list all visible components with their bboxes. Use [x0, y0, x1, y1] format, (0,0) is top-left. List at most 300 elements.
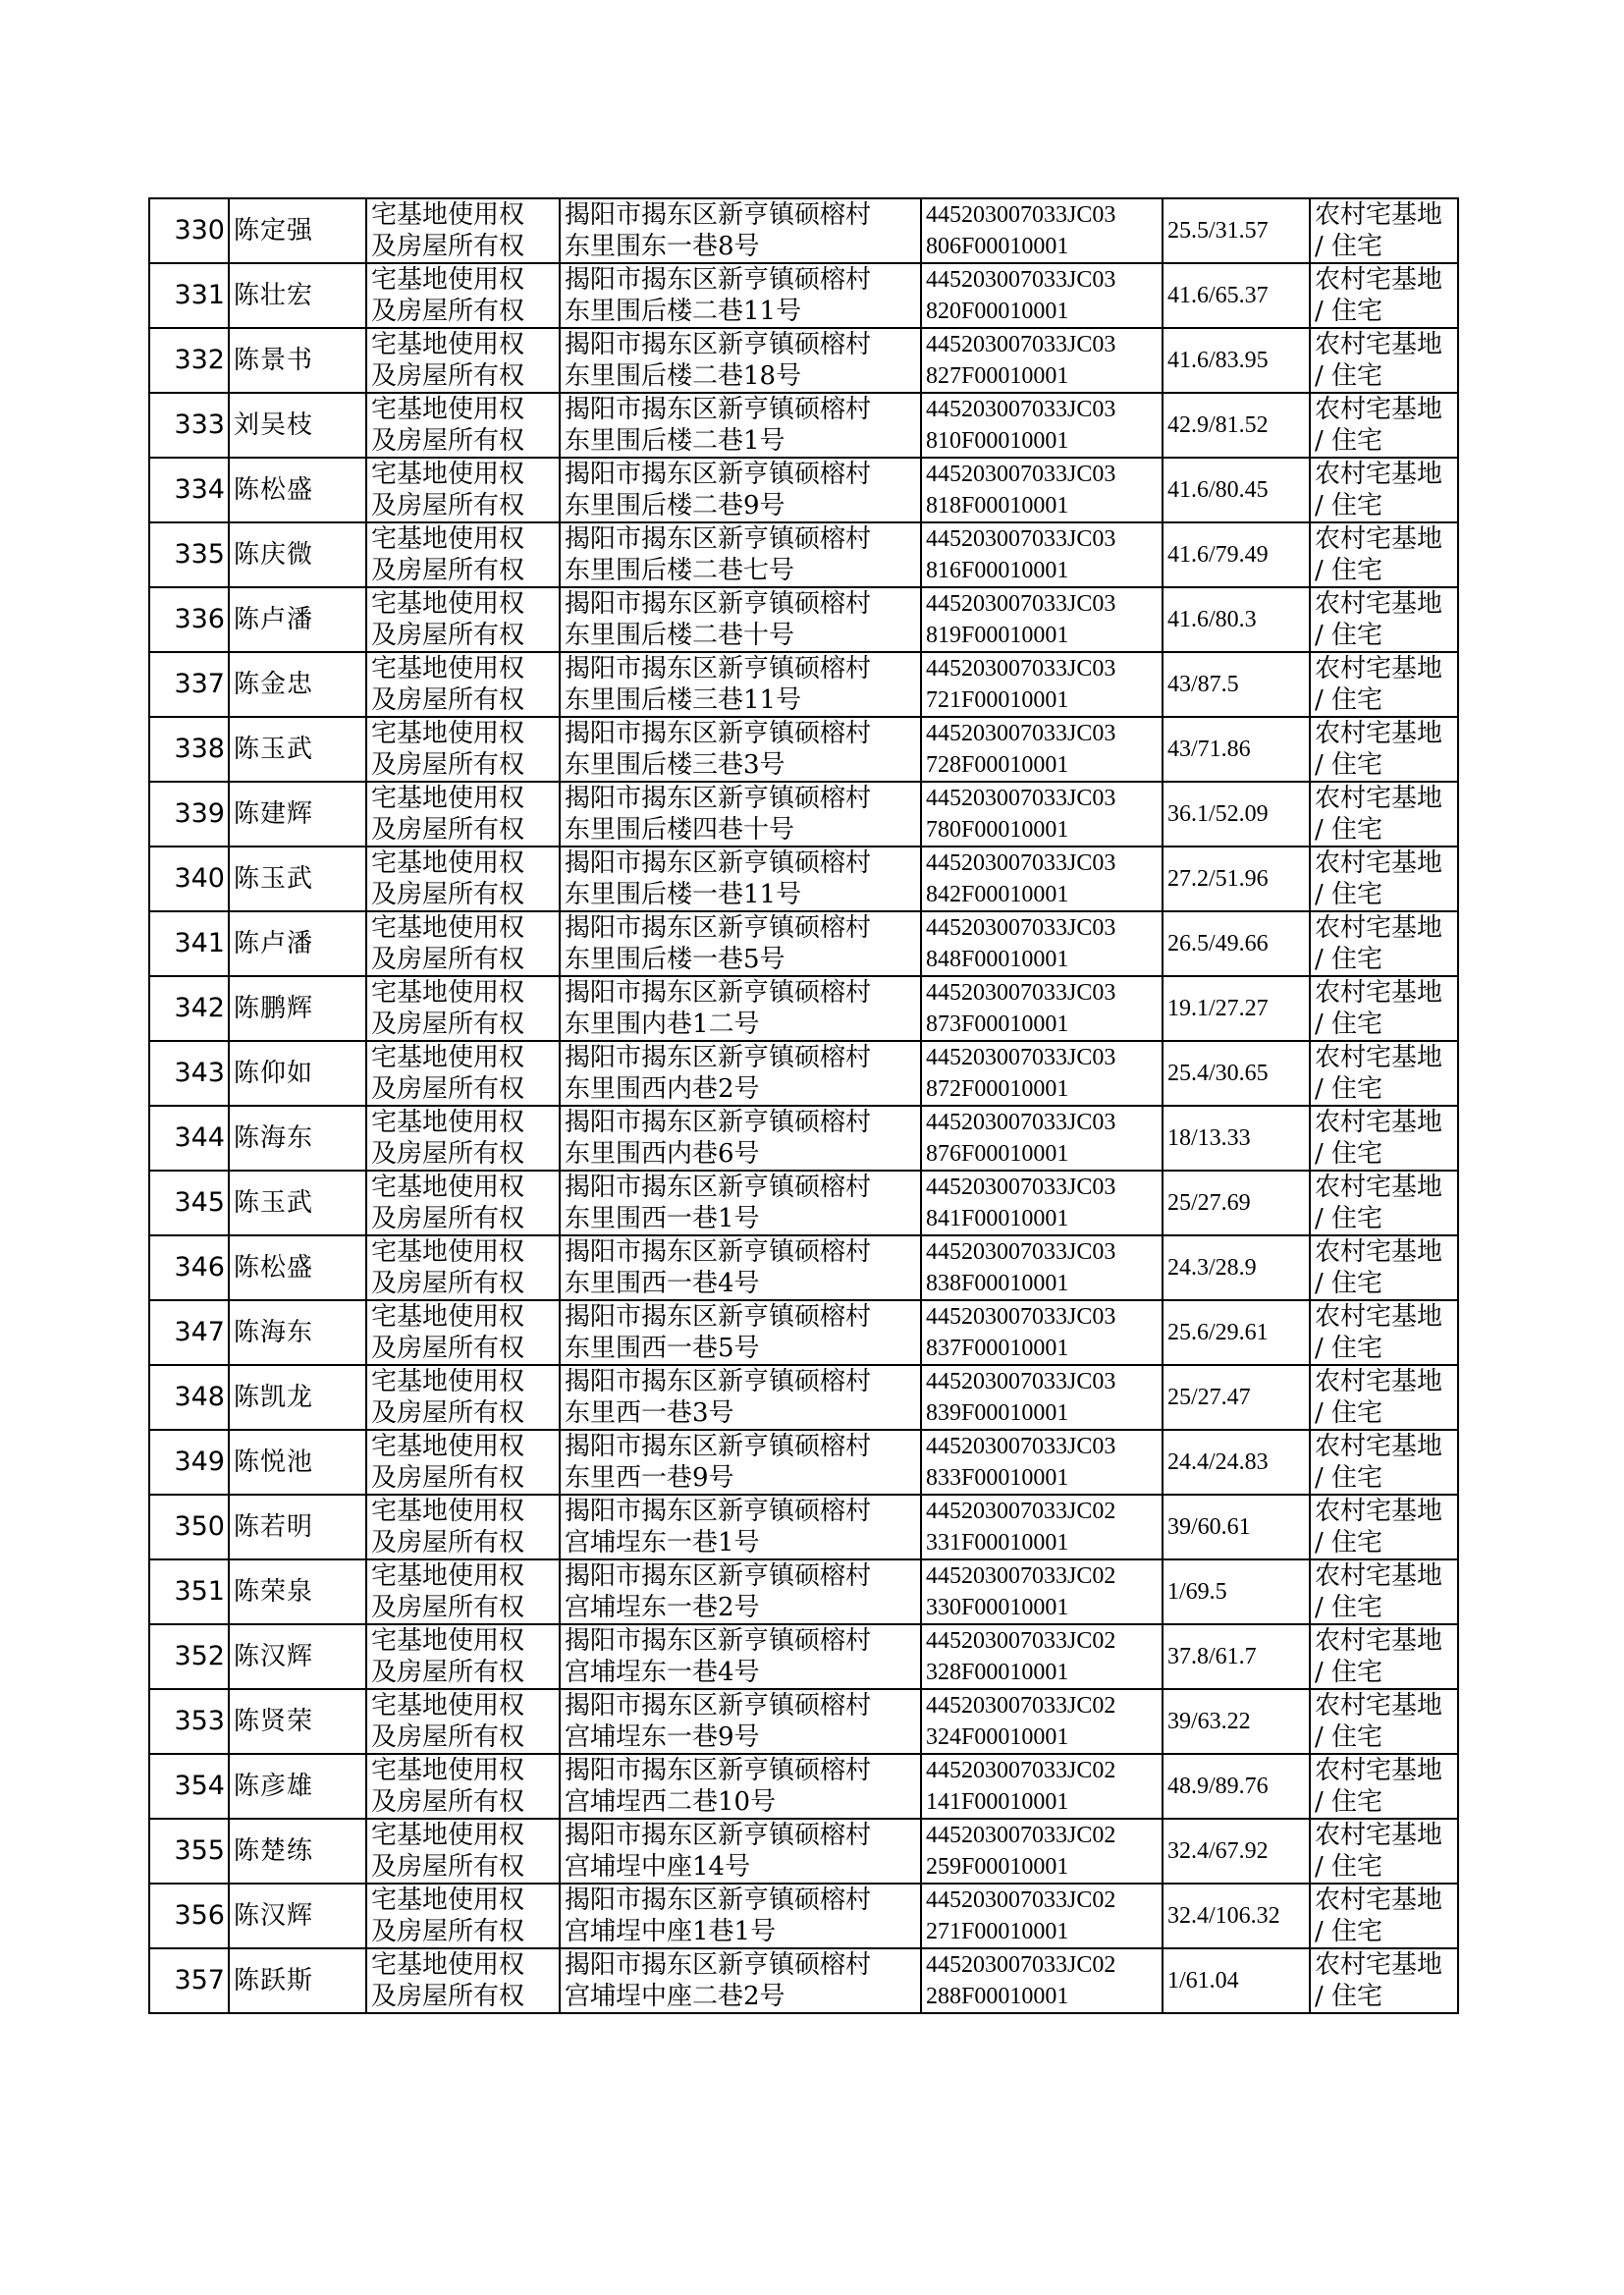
- unit-code: [921, 1495, 1163, 1559]
- area-value: 48.9/89.76: [1163, 1754, 1310, 1819]
- address-line: 揭阳市揭东区新亨镇硕榕村: [565, 978, 872, 1008]
- right-type: [366, 1365, 560, 1430]
- owner-name: 陈卢潘: [229, 911, 366, 976]
- unit-code-line: 827F00010001: [926, 363, 1069, 389]
- right-type-line: 宅基地使用权: [371, 1173, 525, 1202]
- unit-code: [921, 1171, 1163, 1235]
- table-row: [149, 1171, 1458, 1235]
- right-type-line: 宅基地使用权: [371, 719, 525, 748]
- address-line: 揭阳市揭东区新亨镇硕榕村: [565, 460, 872, 489]
- table-row: [149, 1624, 1458, 1689]
- table-row: [149, 1106, 1458, 1171]
- owner-name: 陈海东: [229, 1300, 366, 1365]
- area-value: 24.3/28.9: [1163, 1235, 1310, 1300]
- unit-code-line: 445203007033JC02: [926, 1823, 1116, 1848]
- area-value: 43/71.86: [1163, 717, 1310, 782]
- area-value: 25.6/29.61: [1163, 1300, 1310, 1365]
- address-line: 东里围后楼一巷11号: [565, 880, 802, 909]
- right-type: [366, 522, 560, 587]
- table-row: [149, 976, 1458, 1041]
- unit-code: [921, 1948, 1163, 2013]
- right-type-line: 及房屋所有权: [371, 685, 525, 715]
- area-value: 1/69.5: [1163, 1559, 1310, 1624]
- owner-name: 陈仰如: [229, 1041, 366, 1106]
- row-number: 334: [149, 458, 229, 522]
- unit-code-line: 445203007033JC02: [926, 1758, 1116, 1783]
- address-line: 揭阳市揭东区新亨镇硕榕村: [565, 1950, 872, 1980]
- land-use: 农村宅基地 / 住宅: [1310, 1819, 1458, 1884]
- owner-name: 陈壮宏: [229, 263, 366, 328]
- right-type-line: 宅基地使用权: [371, 265, 525, 295]
- unit-code-line: 728F00010001: [926, 752, 1069, 778]
- land-use: 农村宅基地 / 住宅: [1310, 1559, 1458, 1624]
- address-line: 揭阳市揭东区新亨镇硕榕村: [565, 1626, 872, 1656]
- unit-code-line: 445203007033JC03: [926, 1239, 1116, 1265]
- right-type-line: 宅基地使用权: [371, 200, 525, 230]
- land-use: 农村宅基地 / 住宅: [1310, 782, 1458, 847]
- area-value: 25/27.47: [1163, 1365, 1310, 1430]
- unit-code-line: 445203007033JC03: [926, 1110, 1116, 1135]
- table-row: [149, 263, 1458, 328]
- land-use: 农村宅基地 / 住宅: [1310, 1495, 1458, 1559]
- right-type-line: 及房屋所有权: [371, 750, 525, 780]
- right-type-line: 宅基地使用权: [371, 1561, 525, 1591]
- right-type: [366, 782, 560, 847]
- address-line: 揭阳市揭东区新亨镇硕榕村: [565, 848, 872, 878]
- land-use: 农村宅基地 / 住宅: [1310, 1624, 1458, 1689]
- land-use: 农村宅基地 / 住宅: [1310, 587, 1458, 652]
- land-use: 农村宅基地 / 住宅: [1310, 1754, 1458, 1819]
- unit-code-line: 445203007033JC03: [926, 1434, 1116, 1459]
- right-type: [366, 1430, 560, 1495]
- row-number: 355: [149, 1819, 229, 1884]
- unit-code-line: 259F00010001: [926, 1854, 1069, 1880]
- right-type-line: 宅基地使用权: [371, 1108, 525, 1137]
- unit-code-line: 839F00010001: [926, 1400, 1069, 1426]
- unit-code-line: 445203007033JC03: [926, 202, 1116, 228]
- area-value: 32.4/106.32: [1163, 1884, 1310, 1948]
- address-line: 揭阳市揭东区新亨镇硕榕村: [565, 330, 872, 359]
- address-line: 揭阳市揭东区新亨镇硕榕村: [565, 1756, 872, 1785]
- unit-code-line: 816F00010001: [926, 558, 1069, 583]
- right-type-line: 及房屋所有权: [371, 1787, 525, 1817]
- unit-code-line: 445203007033JC03: [926, 1369, 1116, 1394]
- address-line: 东里围内巷1二号: [565, 1010, 760, 1039]
- unit-code-line: 141F00010001: [926, 1789, 1069, 1815]
- unit-code-line: 328F00010001: [926, 1660, 1069, 1685]
- address-line: 东里围东一巷8号: [565, 232, 760, 261]
- right-type-line: 及房屋所有权: [371, 880, 525, 909]
- unit-code-line: 445203007033JC03: [926, 397, 1116, 422]
- land-use: 农村宅基地 / 住宅: [1310, 263, 1458, 328]
- row-number: 333: [149, 393, 229, 458]
- right-type-line: 及房屋所有权: [371, 621, 525, 650]
- unit-code-line: 445203007033JC02: [926, 1887, 1116, 1913]
- owner-name: 陈楚练: [229, 1819, 366, 1884]
- area-value: 25.4/30.65: [1163, 1041, 1310, 1106]
- owner-name: 陈荣泉: [229, 1559, 366, 1624]
- area-value: 41.6/83.95: [1163, 328, 1310, 393]
- area-value: 41.6/80.3: [1163, 587, 1310, 652]
- unit-code-line: 445203007033JC03: [926, 526, 1116, 552]
- table-row: [149, 782, 1458, 847]
- table-row: [149, 1819, 1458, 1884]
- unit-code: [921, 393, 1163, 458]
- unit-code-line: 445203007033JC03: [926, 1304, 1116, 1330]
- address-line: 揭阳市揭东区新亨镇硕榕村: [565, 1885, 872, 1915]
- unit-code-line: 445203007033JC03: [926, 462, 1116, 487]
- row-number: 330: [149, 198, 229, 263]
- right-type-line: 及房屋所有权: [371, 1658, 525, 1687]
- unit-code-line: 288F00010001: [926, 1984, 1069, 2009]
- table-row: [149, 1041, 1458, 1106]
- right-type-line: 及房屋所有权: [371, 1722, 525, 1752]
- table-row: [149, 393, 1458, 458]
- row-number: 342: [149, 976, 229, 1041]
- area-value: 36.1/52.09: [1163, 782, 1310, 847]
- owner-name: 陈玉武: [229, 717, 366, 782]
- right-type-line: 及房屋所有权: [371, 361, 525, 391]
- address-line: 东里围后楼四巷十号: [565, 815, 795, 845]
- unit-code-line: 445203007033JC02: [926, 1628, 1116, 1654]
- unit-code: [921, 1884, 1163, 1948]
- right-type-line: 宅基地使用权: [371, 654, 525, 683]
- address: [560, 1884, 921, 1948]
- land-use: 农村宅基地 / 住宅: [1310, 1235, 1458, 1300]
- address-line: 宫埔埕中座1巷1号: [565, 1917, 777, 1946]
- unit-code-line: 445203007033JC02: [926, 1952, 1116, 1978]
- owner-name: 陈金忠: [229, 652, 366, 717]
- address: [560, 1106, 921, 1171]
- right-type-line: 及房屋所有权: [371, 1269, 525, 1298]
- owner-name: 陈景书: [229, 328, 366, 393]
- row-number: 352: [149, 1624, 229, 1689]
- address-line: 揭阳市揭东区新亨镇硕榕村: [565, 1237, 872, 1267]
- row-number: 345: [149, 1171, 229, 1235]
- row-number: 357: [149, 1948, 229, 2013]
- right-type-line: 宅基地使用权: [371, 1756, 525, 1785]
- unit-code: [921, 328, 1163, 393]
- unit-code-line: 445203007033JC03: [926, 850, 1116, 876]
- address: [560, 1235, 921, 1300]
- right-type: [366, 393, 560, 458]
- table-row: [149, 1495, 1458, 1559]
- unit-code: [921, 198, 1163, 263]
- land-use: 农村宅基地 / 住宅: [1310, 1365, 1458, 1430]
- address: [560, 328, 921, 393]
- right-type-line: 宅基地使用权: [371, 589, 525, 619]
- right-type-line: 宅基地使用权: [371, 1302, 525, 1332]
- right-type: [366, 1171, 560, 1235]
- address-line: 揭阳市揭东区新亨镇硕榕村: [565, 1367, 872, 1396]
- owner-name: 陈玉武: [229, 847, 366, 911]
- unit-code-line: 819F00010001: [926, 623, 1069, 648]
- address-line: 揭阳市揭东区新亨镇硕榕村: [565, 200, 872, 230]
- table-row: [149, 1689, 1458, 1754]
- area-value: 1/61.04: [1163, 1948, 1310, 2013]
- address-line: 揭阳市揭东区新亨镇硕榕村: [565, 1691, 872, 1721]
- row-number: 340: [149, 847, 229, 911]
- unit-code: [921, 1041, 1163, 1106]
- row-number: 331: [149, 263, 229, 328]
- right-type-line: 宅基地使用权: [371, 913, 525, 943]
- table-row: [149, 1430, 1458, 1495]
- right-type: [366, 1624, 560, 1689]
- address-line: 东里西一巷3号: [565, 1398, 734, 1428]
- right-type-line: 宅基地使用权: [371, 978, 525, 1008]
- right-type-line: 宅基地使用权: [371, 460, 525, 489]
- table-row: [149, 1365, 1458, 1430]
- unit-code-line: 818F00010001: [926, 493, 1069, 519]
- owner-name: 陈定强: [229, 198, 366, 263]
- land-use: 农村宅基地 / 住宅: [1310, 198, 1458, 263]
- right-type-line: 宅基地使用权: [371, 1237, 525, 1267]
- address: [560, 458, 921, 522]
- address-line: 东里西一巷9号: [565, 1463, 734, 1493]
- address-line: 宫埔埕东一巷2号: [565, 1593, 760, 1622]
- land-use: 农村宅基地 / 住宅: [1310, 1106, 1458, 1171]
- right-type-line: 及房屋所有权: [371, 1334, 525, 1363]
- right-type: [366, 1754, 560, 1819]
- address-line: 揭阳市揭东区新亨镇硕榕村: [565, 1561, 872, 1591]
- owner-name: 陈彦雄: [229, 1754, 366, 1819]
- address: [560, 911, 921, 976]
- unit-code-line: 820F00010001: [926, 299, 1069, 324]
- right-type: [366, 263, 560, 328]
- area-value: 24.4/24.83: [1163, 1430, 1310, 1495]
- owner-name: 陈松盛: [229, 458, 366, 522]
- address: [560, 1559, 921, 1624]
- unit-code-line: 780F00010001: [926, 817, 1069, 843]
- area-value: 27.2/51.96: [1163, 847, 1310, 911]
- address: [560, 263, 921, 328]
- address: [560, 587, 921, 652]
- row-number: 338: [149, 717, 229, 782]
- row-number: 332: [149, 328, 229, 393]
- right-type: [366, 1819, 560, 1884]
- table-row: [149, 587, 1458, 652]
- owner-name: 陈汉辉: [229, 1884, 366, 1948]
- address-line: 宫埔埕中座二巷2号: [565, 1982, 785, 2011]
- registry-table: [148, 197, 1459, 2014]
- address: [560, 976, 921, 1041]
- right-type-line: 宅基地使用权: [371, 1691, 525, 1721]
- area-value: 42.9/81.52: [1163, 393, 1310, 458]
- owner-name: 陈松盛: [229, 1235, 366, 1300]
- row-number: 344: [149, 1106, 229, 1171]
- land-use: 农村宅基地 / 住宅: [1310, 976, 1458, 1041]
- right-type-line: 及房屋所有权: [371, 232, 525, 261]
- address: [560, 1948, 921, 2013]
- right-type-line: 宅基地使用权: [371, 1885, 525, 1915]
- address-line: 东里围后楼二巷11号: [565, 297, 802, 326]
- owner-name: 陈贤荣: [229, 1689, 366, 1754]
- unit-code-line: 445203007033JC02: [926, 1693, 1116, 1719]
- right-type: [366, 1559, 560, 1624]
- right-type-line: 及房屋所有权: [371, 1852, 525, 1882]
- right-type-line: 宅基地使用权: [371, 848, 525, 878]
- land-use: 农村宅基地 / 住宅: [1310, 652, 1458, 717]
- unit-code-line: 445203007033JC03: [926, 915, 1116, 941]
- land-use: 农村宅基地 / 住宅: [1310, 1041, 1458, 1106]
- address-line: 东里围后楼一巷5号: [565, 945, 785, 974]
- address-line: 宫埔埕东一巷9号: [565, 1722, 760, 1752]
- land-use: 农村宅基地 / 住宅: [1310, 1948, 1458, 2013]
- address: [560, 1495, 921, 1559]
- address-line: 东里围西一巷4号: [565, 1269, 760, 1298]
- area-value: 25.5/31.57: [1163, 198, 1310, 263]
- unit-code: [921, 1819, 1163, 1884]
- area-value: 41.6/80.45: [1163, 458, 1310, 522]
- right-type-line: 及房屋所有权: [371, 491, 525, 520]
- address-line: 揭阳市揭东区新亨镇硕榕村: [565, 1173, 872, 1202]
- address: [560, 1041, 921, 1106]
- right-type-line: 宅基地使用权: [371, 524, 525, 554]
- table-row: [149, 652, 1458, 717]
- right-type-line: 宅基地使用权: [371, 1367, 525, 1396]
- table-row: [149, 328, 1458, 393]
- address: [560, 1754, 921, 1819]
- right-type-line: 及房屋所有权: [371, 556, 525, 585]
- unit-code-line: 837F00010001: [926, 1336, 1069, 1361]
- right-type: [366, 1689, 560, 1754]
- right-type-line: 及房屋所有权: [371, 1204, 525, 1233]
- row-number: 346: [149, 1235, 229, 1300]
- row-number: 335: [149, 522, 229, 587]
- table-row: [149, 1754, 1458, 1819]
- table-row: [149, 522, 1458, 587]
- unit-code: [921, 1430, 1163, 1495]
- area-value: 43/87.5: [1163, 652, 1310, 717]
- area-value: 39/60.61: [1163, 1495, 1310, 1559]
- right-type: [366, 1041, 560, 1106]
- right-type: [366, 1948, 560, 2013]
- owner-name: 陈跃斯: [229, 1948, 366, 2013]
- owner-name: 陈玉武: [229, 1171, 366, 1235]
- table-row: [149, 717, 1458, 782]
- row-number: 341: [149, 911, 229, 976]
- right-type: [366, 1300, 560, 1365]
- unit-code-line: 445203007033JC03: [926, 1175, 1116, 1200]
- right-type-line: 及房屋所有权: [371, 1917, 525, 1946]
- address-line: 揭阳市揭东区新亨镇硕榕村: [565, 719, 872, 748]
- address: [560, 717, 921, 782]
- address-line: 揭阳市揭东区新亨镇硕榕村: [565, 1302, 872, 1332]
- table-row: [149, 1948, 1458, 2013]
- unit-code: [921, 717, 1163, 782]
- unit-code-line: 331F00010001: [926, 1530, 1069, 1556]
- right-type-line: 宅基地使用权: [371, 330, 525, 359]
- right-type-line: 及房屋所有权: [371, 945, 525, 974]
- address: [560, 198, 921, 263]
- address-line: 东里围后楼二巷十号: [565, 621, 795, 650]
- address-line: 东里围后楼三巷3号: [565, 750, 785, 780]
- right-type-line: 及房屋所有权: [371, 815, 525, 845]
- address-line: 揭阳市揭东区新亨镇硕榕村: [565, 265, 872, 295]
- unit-code-line: 445203007033JC03: [926, 721, 1116, 746]
- unit-code-line: 445203007033JC03: [926, 656, 1116, 682]
- address-line: 揭阳市揭东区新亨镇硕榕村: [565, 1108, 872, 1137]
- right-type-line: 及房屋所有权: [371, 1528, 525, 1557]
- right-type: [366, 717, 560, 782]
- right-type-line: 宅基地使用权: [371, 1432, 525, 1461]
- area-value: 26.5/49.66: [1163, 911, 1310, 976]
- area-value: 18/13.33: [1163, 1106, 1310, 1171]
- unit-code-line: 324F00010001: [926, 1724, 1069, 1750]
- unit-code-line: 445203007033JC03: [926, 1045, 1116, 1070]
- right-type: [366, 976, 560, 1041]
- address-line: 东里围后楼二巷七号: [565, 556, 795, 585]
- unit-code-line: 838F00010001: [926, 1271, 1069, 1296]
- unit-code-line: 445203007033JC03: [926, 591, 1116, 617]
- owner-name: 陈凯龙: [229, 1365, 366, 1430]
- address: [560, 1819, 921, 1884]
- right-type-line: 宅基地使用权: [371, 395, 525, 424]
- right-type: [366, 652, 560, 717]
- land-use: 农村宅基地 / 住宅: [1310, 1300, 1458, 1365]
- unit-code: [921, 522, 1163, 587]
- address: [560, 393, 921, 458]
- right-type-line: 宅基地使用权: [371, 1497, 525, 1526]
- table-row: [149, 1235, 1458, 1300]
- right-type-line: 及房屋所有权: [371, 1010, 525, 1039]
- unit-code-line: 445203007033JC03: [926, 332, 1116, 357]
- owner-name: 陈悦池: [229, 1430, 366, 1495]
- unit-code-line: 833F00010001: [926, 1465, 1069, 1491]
- unit-code-line: 330F00010001: [926, 1595, 1069, 1620]
- unit-code: [921, 1235, 1163, 1300]
- land-use: 农村宅基地 / 住宅: [1310, 328, 1458, 393]
- right-type-line: 宅基地使用权: [371, 1626, 525, 1656]
- address: [560, 1300, 921, 1365]
- right-type-line: 及房屋所有权: [371, 1982, 525, 2011]
- unit-code: [921, 1689, 1163, 1754]
- row-number: 337: [149, 652, 229, 717]
- address-line: 揭阳市揭东区新亨镇硕榕村: [565, 913, 872, 943]
- unit-code: [921, 1300, 1163, 1365]
- unit-code-line: 445203007033JC03: [926, 980, 1116, 1006]
- area-value: 39/63.22: [1163, 1689, 1310, 1754]
- address-line: 东里围西内巷2号: [565, 1074, 760, 1104]
- address-line: 揭阳市揭东区新亨镇硕榕村: [565, 395, 872, 424]
- address: [560, 847, 921, 911]
- unit-code-line: 872F00010001: [926, 1076, 1069, 1102]
- address-line: 揭阳市揭东区新亨镇硕榕村: [565, 524, 872, 554]
- owner-name: 陈建辉: [229, 782, 366, 847]
- unit-code: [921, 782, 1163, 847]
- address-line: 东里围西内巷6号: [565, 1139, 760, 1169]
- address-line: 揭阳市揭东区新亨镇硕榕村: [565, 589, 872, 619]
- unit-code-line: 848F00010001: [926, 947, 1069, 972]
- table-body: [149, 198, 1458, 2013]
- table-row: [149, 847, 1458, 911]
- unit-code-line: 842F00010001: [926, 882, 1069, 907]
- owner-name: 陈鹏辉: [229, 976, 366, 1041]
- address-line: 宫埔埕东一巷1号: [565, 1528, 760, 1557]
- unit-code-line: 810F00010001: [926, 428, 1069, 454]
- address: [560, 522, 921, 587]
- unit-code: [921, 587, 1163, 652]
- right-type: [366, 1495, 560, 1559]
- owner-name: 陈庆微: [229, 522, 366, 587]
- address-line: 揭阳市揭东区新亨镇硕榕村: [565, 1497, 872, 1526]
- unit-code: [921, 1624, 1163, 1689]
- unit-code: [921, 911, 1163, 976]
- right-type-line: 及房屋所有权: [371, 1463, 525, 1493]
- land-use: 农村宅基地 / 住宅: [1310, 1689, 1458, 1754]
- right-type-line: 及房屋所有权: [371, 297, 525, 326]
- right-type-line: 及房屋所有权: [371, 426, 525, 456]
